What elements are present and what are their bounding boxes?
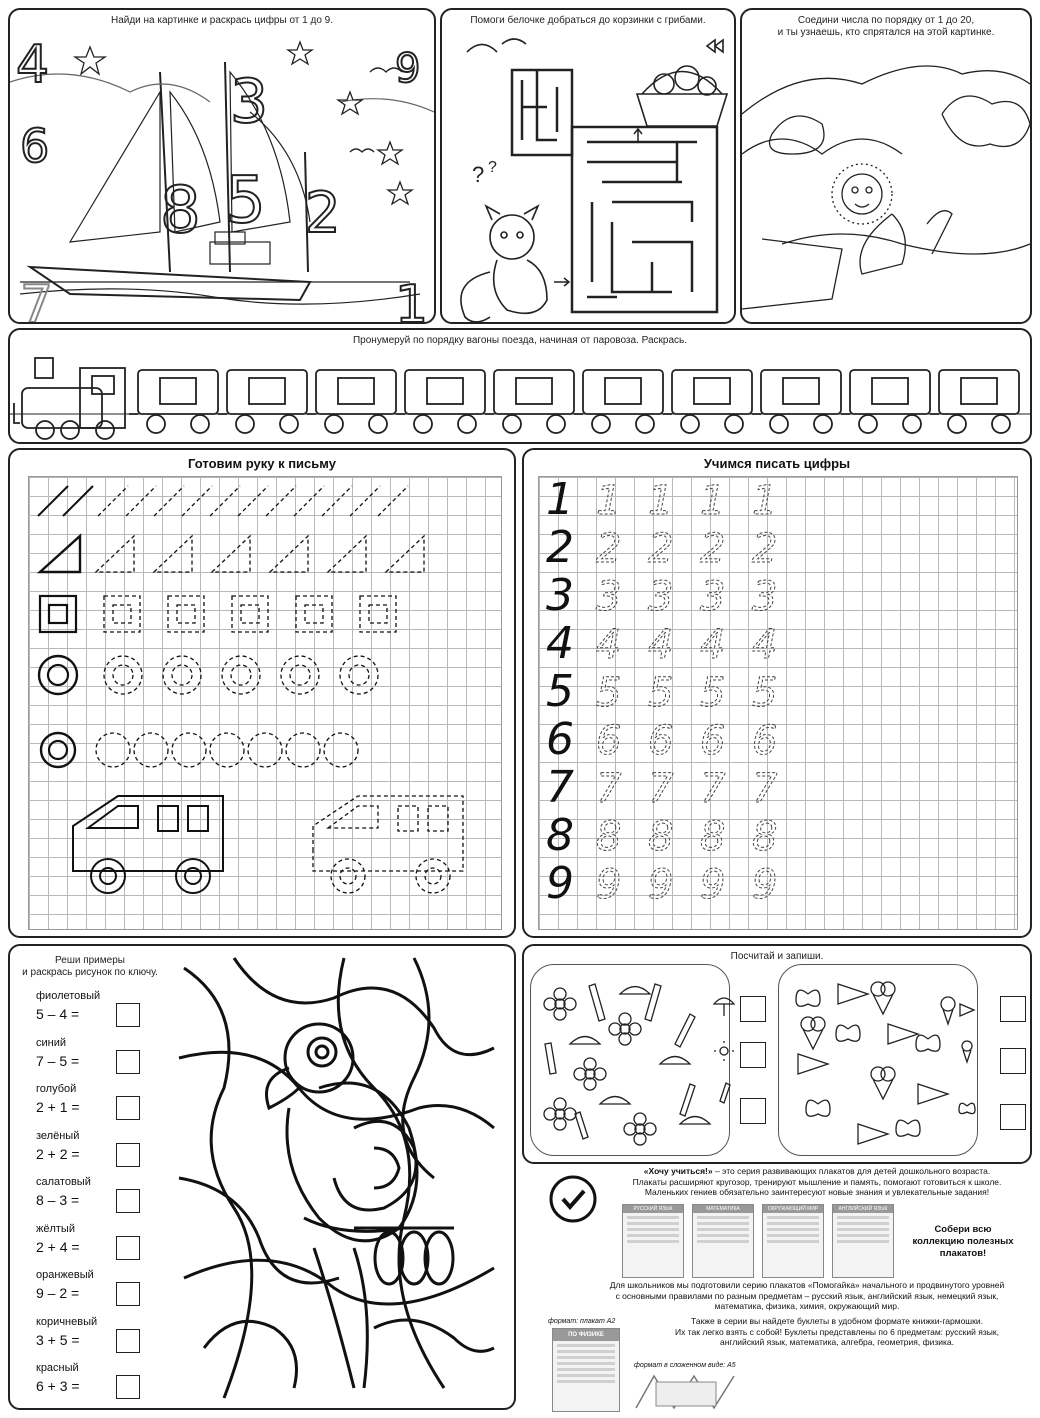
math-example: 5 – 4 = — [36, 1006, 80, 1022]
circle-trace — [172, 733, 206, 767]
train-title: Пронумеруй по порядку вагоны поезда, начиная от паровоза. Раскрась. — [352, 335, 688, 346]
maze-panel — [440, 8, 736, 324]
wagon — [485, 370, 574, 433]
coloring-panel — [8, 944, 516, 1410]
math-example: 9 – 2 = — [36, 1285, 80, 1301]
handwriting-title: Готовим руку к письму — [188, 456, 336, 471]
booklet-thumb[interactable] — [634, 1372, 744, 1412]
digit-sample: 4 — [546, 618, 574, 669]
answer-box[interactable] — [116, 1282, 140, 1306]
wagon — [307, 370, 396, 433]
triangle-trace — [386, 536, 424, 572]
digit-sample: 8 — [546, 810, 574, 861]
physics-poster-thumb[interactable] — [552, 1328, 620, 1412]
digit-trace: 9 — [700, 862, 726, 908]
circle-trace — [324, 733, 358, 767]
wagon — [129, 370, 218, 433]
digit-tracing-rows — [538, 476, 1016, 928]
wagon-number-box[interactable] — [427, 378, 463, 404]
poster-world[interactable] — [762, 1204, 824, 1278]
answer-box[interactable] — [116, 1189, 140, 1213]
hidden-digit-4: 4 — [16, 35, 50, 95]
hidden-digit-1: 1 — [395, 275, 429, 322]
poster-english[interactable] — [832, 1204, 894, 1278]
promo-booklets — [642, 1316, 1032, 1348]
wagon — [752, 370, 841, 433]
poster-label: АНГЛИЙСКИЙ ЯЗЫК — [833, 1205, 893, 1213]
digit-trace: 5 — [752, 670, 778, 716]
slash-trace — [238, 486, 268, 516]
math-example: 2 + 1 = — [36, 1099, 80, 1115]
digit-trace: 8 — [596, 814, 622, 860]
digit-trace: 4 — [700, 622, 726, 668]
circle-trace — [286, 733, 320, 767]
poster-math[interactable] — [692, 1204, 754, 1278]
wagon-number-box[interactable] — [516, 378, 552, 404]
wagon-number-box[interactable] — [338, 378, 374, 404]
square-trace — [104, 596, 140, 632]
square-trace — [360, 596, 396, 632]
color-key-label: синий — [36, 1036, 67, 1049]
hidden-digit-8: 8 — [160, 174, 201, 248]
slash-trace — [98, 486, 128, 516]
ring-trace — [104, 656, 142, 694]
digit-trace: 2 — [752, 526, 778, 572]
slash-trace — [126, 486, 156, 516]
format-a2-label: формат: плакат A2 — [548, 1318, 616, 1325]
digit-trace: 3 — [596, 574, 622, 620]
slash-trace — [322, 486, 352, 516]
promo-line-2: Плакаты расширяют кругозор, тренируют мышление и память, помогают готовиться к школе. — [632, 1176, 1002, 1187]
digits-title: Учимся писать цифры — [703, 456, 851, 471]
svg-text:?: ? — [488, 159, 497, 176]
flower-icon — [714, 1041, 734, 1061]
slash-trace — [182, 486, 212, 516]
digit-sample: 2 — [546, 522, 574, 573]
answer-box-ice-creams[interactable] — [1000, 1048, 1026, 1074]
answer-box-butterflies[interactable] — [1000, 1104, 1026, 1130]
digit-trace: 6 — [700, 718, 726, 764]
wagon-number-box[interactable] — [783, 378, 819, 404]
digit-trace: 1 — [596, 478, 622, 524]
triangle-trace — [270, 536, 308, 572]
series-name: «Хочу учиться!» — [643, 1166, 713, 1176]
hidden-digit-2: 2 — [305, 181, 341, 246]
triangle-trace — [96, 536, 134, 572]
digit-trace: 1 — [648, 478, 674, 524]
maze-illustration — [442, 32, 734, 322]
wagon — [930, 370, 1019, 433]
promo-pomogaika — [582, 1280, 1032, 1312]
digit-trace: 5 — [700, 670, 726, 716]
maze-title: Помоги белочке добраться до корзинки с грибами. — [470, 15, 706, 26]
ring-trace — [222, 656, 260, 694]
promo-intro — [602, 1166, 1032, 1198]
squirrel-illustration — [461, 159, 547, 322]
digit-trace: 4 — [752, 622, 778, 668]
count-row-icons — [524, 946, 1032, 1164]
circle-trace — [134, 733, 168, 767]
train-panel — [8, 328, 1032, 444]
digit-trace: 9 — [648, 862, 674, 908]
color-key-label: зелёный — [36, 1129, 80, 1142]
hidden-digit-3: 3 — [230, 67, 269, 137]
slash-trace — [378, 486, 408, 516]
answer-box-cakes[interactable] — [1000, 996, 1026, 1022]
math-example: 6 + 3 = — [36, 1378, 80, 1394]
slash-trace — [210, 486, 240, 516]
handwriting-panel — [8, 448, 516, 938]
digit-trace: 1 — [752, 478, 778, 524]
color-key-label: коричневый — [36, 1315, 98, 1328]
digit-trace: 7 — [596, 766, 622, 812]
ring-trace — [340, 656, 378, 694]
wagon-number-box[interactable] — [249, 378, 285, 404]
physics-poster-label: ПО ФИЗИКЕ — [553, 1329, 619, 1341]
digit-sample: 5 — [546, 666, 574, 717]
promo-line-3: Маленьких гениев обязательно заинтересуют новые знания и увлекательные задания! — [644, 1187, 990, 1197]
digit-sample: 9 — [546, 858, 574, 909]
color-key-label: жёлтый — [36, 1222, 75, 1235]
digit-trace: 5 — [596, 670, 622, 716]
digit-trace: 7 — [752, 766, 778, 812]
digit-trace: 5 — [648, 670, 674, 716]
color-key-label: салатовый — [36, 1176, 91, 1188]
ice-cream-icon — [962, 1041, 972, 1062]
digit-trace: 4 — [596, 622, 622, 668]
math-example: 2 + 4 = — [36, 1238, 80, 1255]
digit-sample: 7 — [546, 762, 574, 813]
wagon — [396, 370, 485, 433]
wagon — [841, 370, 930, 433]
digit-trace: 7 — [648, 766, 674, 812]
color-key-label: голубой — [36, 1083, 77, 1095]
answer-box[interactable] — [116, 1143, 140, 1167]
find-digits-title: Найди на картинке и раскрась цифры от 1 до 9. — [110, 15, 334, 26]
digit-trace: 3 — [648, 574, 674, 620]
math-example: 7 – 5 = — [36, 1052, 80, 1069]
answer-box[interactable] — [116, 1329, 140, 1353]
answer-box-pencils[interactable] — [740, 1098, 766, 1124]
poster-label: ОКРУЖАЮЩИЙ МИР — [763, 1205, 823, 1213]
coloring-title-2: и раскрась рисунок по ключу. — [22, 967, 158, 978]
color-key-label: оранжевый — [36, 1269, 94, 1281]
answer-box[interactable] — [116, 1375, 140, 1399]
train-illustration — [10, 348, 1030, 443]
circle-trace — [96, 733, 130, 767]
bus-drawing — [73, 796, 223, 893]
connect-dots-title-1: Соедини числа по порядку от 1 до 20, — [797, 15, 975, 26]
slash-trace — [266, 486, 296, 516]
wagon-number-box[interactable] — [694, 378, 730, 404]
digit-trace: 3 — [752, 574, 778, 620]
slash-trace — [294, 486, 324, 516]
maze-end-arrow — [634, 129, 642, 142]
ship-illustration — [10, 32, 434, 322]
digit-trace: 2 — [596, 526, 622, 572]
color-key-label: фиолетовый — [36, 990, 101, 1002]
digit-trace: 7 — [700, 766, 726, 812]
digit-trace: 9 — [752, 862, 778, 908]
wagon-number-box[interactable] — [872, 378, 908, 404]
booklets-line-2: Их так легко взять с собой! Буклеты представлены по 6 предметам: русский язык, — [675, 1326, 999, 1337]
promo-line-1 — [602, 1166, 1032, 1177]
quality-badge-icon — [548, 1174, 598, 1224]
maze-start-arrow — [554, 278, 569, 286]
connect-dots-panel — [740, 8, 1032, 324]
collect-callout: Собери всю коллекцию полезных плакатов! — [912, 1224, 1014, 1259]
digit-trace: 6 — [648, 718, 674, 764]
answer-box[interactable] — [116, 1050, 140, 1074]
booklets-line-1: Также в серии вы найдете буклеты в удобном формате книжки-гармошки. — [691, 1316, 983, 1326]
pomogaika-line-2: с основными правилами по разным предметам – русский язык, английский язык, немецкий язык, — [615, 1290, 999, 1301]
color-key-label: красный — [36, 1362, 79, 1374]
wagon-number-box[interactable] — [961, 378, 997, 404]
slash-trace — [154, 486, 184, 516]
circle-trace — [248, 733, 282, 767]
digit-trace: 8 — [648, 814, 674, 860]
circle-trace — [210, 733, 244, 767]
digit-trace: 8 — [752, 814, 778, 860]
handwriting-exercises — [28, 476, 500, 928]
triangle-trace — [212, 536, 250, 572]
wagon — [663, 370, 752, 433]
bus-tracing — [313, 796, 463, 893]
poster-russian[interactable] — [622, 1204, 684, 1278]
wagon-number-box[interactable] — [605, 378, 641, 404]
answer-box[interactable] — [116, 1096, 140, 1120]
series-desc: – это серия развивающих плакатов для детей дошкольного возраста. — [712, 1166, 991, 1176]
pomogaika-line-3: математика, физика, химия, окружающий мир. — [714, 1301, 900, 1311]
wagon-number-box[interactable] — [160, 378, 196, 404]
poster-thumbnails — [622, 1204, 892, 1278]
pencil-icon — [720, 1083, 730, 1103]
connect-dots-title-2: и ты узнаешь, кто спрятался на этой картинке. — [777, 27, 995, 38]
svg-text:?: ? — [472, 162, 485, 187]
poster-label: МАТЕМАТИКА — [693, 1205, 753, 1213]
format-a5-label: формат в сложенном виде: A5 — [634, 1362, 736, 1369]
answer-box[interactable] — [116, 1003, 140, 1027]
digit-trace: 2 — [700, 526, 726, 572]
digit-trace: 3 — [700, 574, 726, 620]
mushroom-basket-illustration — [467, 39, 727, 126]
cake-icon — [960, 1004, 974, 1016]
answer-box-umbrellas[interactable] — [740, 996, 766, 1022]
digit-trace: 1 — [700, 478, 726, 524]
square-trace — [296, 596, 332, 632]
digit-trace: 9 — [596, 862, 622, 908]
digit-sample: 6 — [546, 714, 574, 765]
coloring-title-1: Реши примеры — [55, 955, 125, 966]
find-digits-panel — [8, 8, 436, 324]
ring-trace — [281, 656, 319, 694]
digit-trace: 2 — [648, 526, 674, 572]
promo-section — [522, 1166, 1032, 1414]
count-title: Посчитай и запиши. — [730, 951, 824, 962]
hidden-digit-6: 6 — [20, 119, 50, 173]
digit-sample: 3 — [546, 570, 574, 621]
math-example: 3 + 5 = — [36, 1331, 80, 1348]
digit-trace: 4 — [648, 622, 674, 668]
digits-panel — [522, 448, 1032, 938]
poster-label: РУССКИЙ ЯЗЫК — [623, 1205, 683, 1213]
slash-trace — [350, 486, 380, 516]
digit-trace: 6 — [596, 718, 622, 764]
count-panel — [522, 944, 1032, 1164]
wagon — [574, 370, 663, 433]
pomogaika-line-1: Для школьников мы подготовили серию плакатов «Помогайка» начального и продвинутого уровней — [609, 1280, 1005, 1290]
math-example: 2 + 2 = — [36, 1145, 80, 1162]
umbrella-icon — [714, 998, 734, 1016]
hidden-digit-5: 5 — [225, 164, 266, 238]
locomotive — [14, 358, 125, 439]
answer-box-flowers[interactable] — [740, 1042, 766, 1068]
triangle-trace — [154, 536, 192, 572]
wagon — [218, 370, 307, 433]
digit-sample: 1 — [546, 476, 574, 525]
parrot-coloring-picture — [174, 948, 504, 1408]
digit-trace: 6 — [752, 718, 778, 764]
square-trace — [232, 596, 268, 632]
ring-trace — [163, 656, 201, 694]
triangle-trace — [328, 536, 366, 572]
digit-trace: 8 — [700, 814, 726, 860]
hidden-digit-7: 7 — [20, 275, 54, 322]
answer-box[interactable] — [116, 1236, 140, 1260]
wagon-list — [129, 370, 1019, 433]
square-trace — [168, 596, 204, 632]
booklets-line-3: английский язык, математика, алгебра, геометрия, физика. — [720, 1337, 954, 1347]
hidden-digit-9: 9 — [395, 46, 421, 92]
math-example: 8 – 3 = — [36, 1192, 80, 1208]
lion-landscape-illustration — [742, 44, 1030, 324]
butterfly-icon — [959, 1103, 975, 1113]
